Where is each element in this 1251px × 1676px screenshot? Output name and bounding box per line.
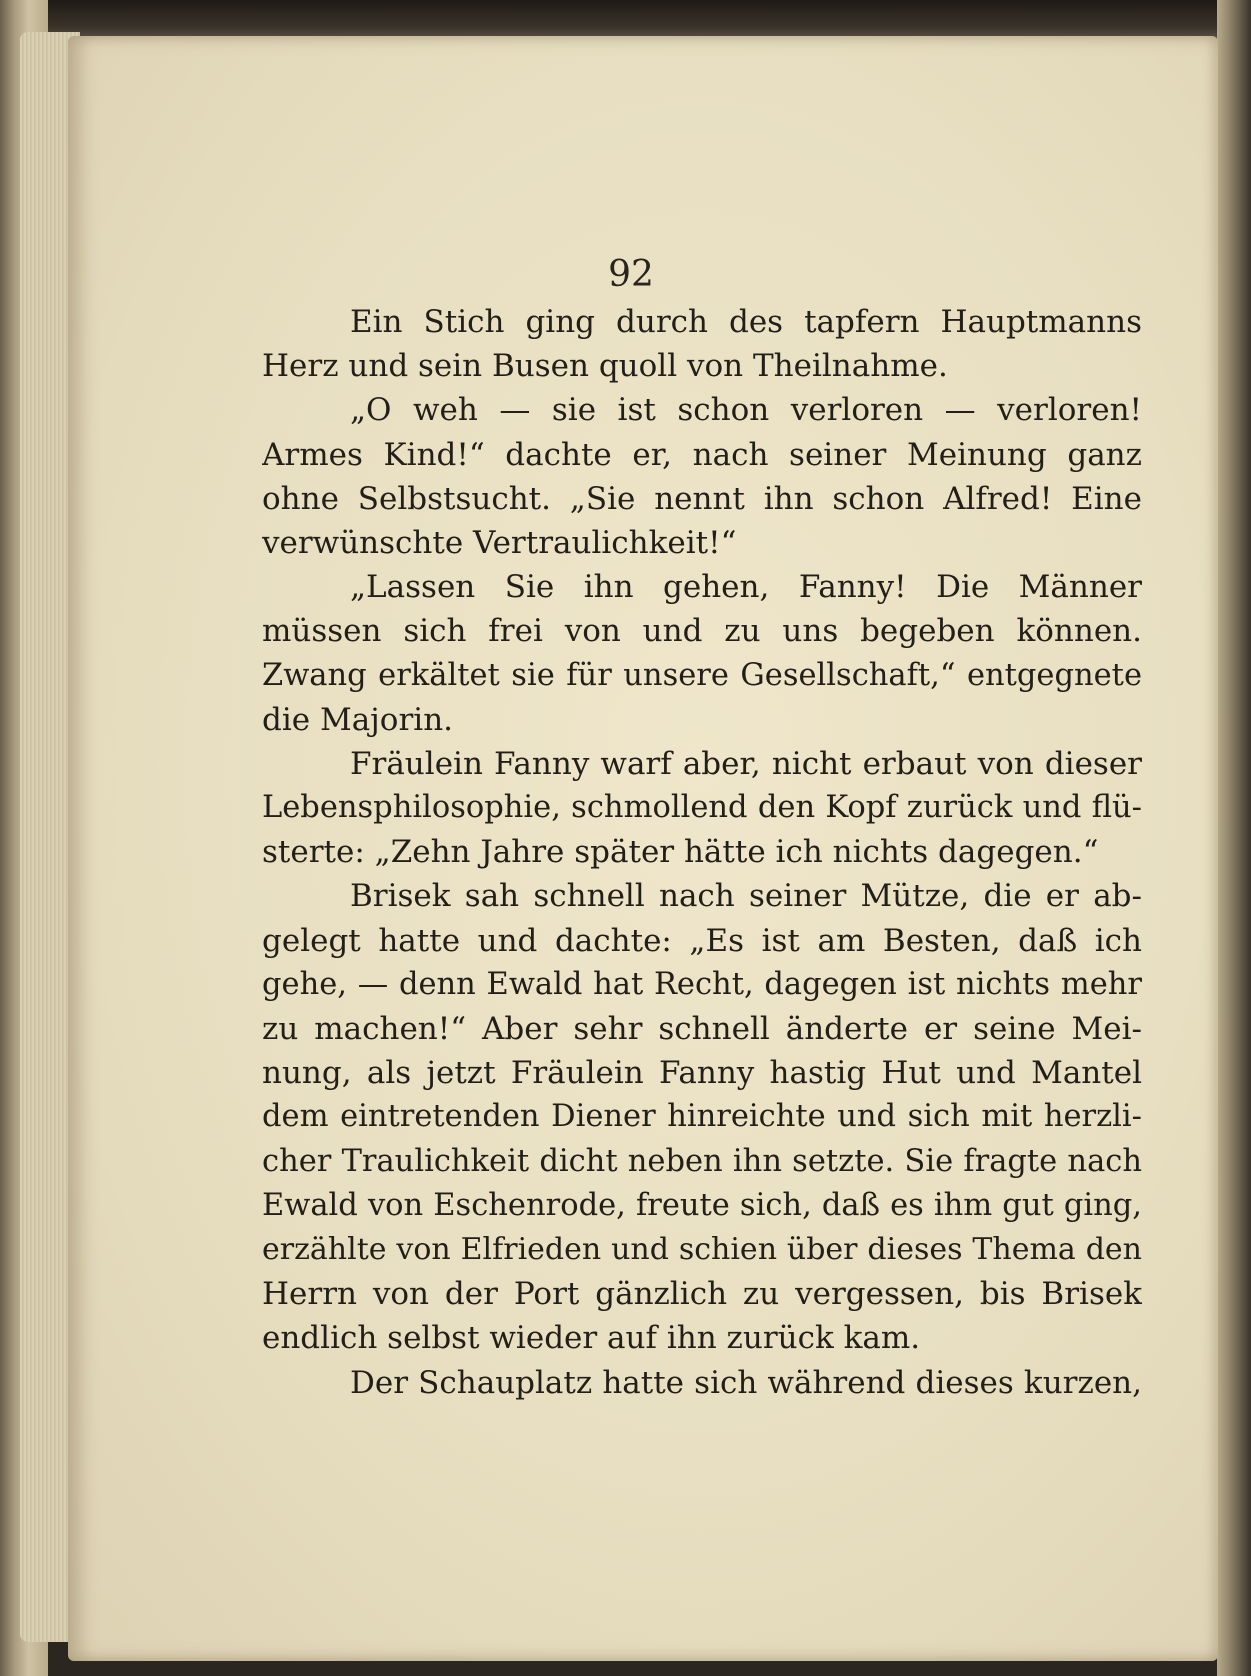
text-line: Fräulein Fanny warf aber, nicht erbaut von dieser [350, 745, 1142, 782]
text-line: gehe, — denn Ewald hat Recht, dagegen ist nichts mehr [262, 966, 1142, 1002]
text-line: zu machen!“ Aber sehr schnell änderte er seine Mei- [262, 1011, 1142, 1047]
text-line: Zwang erkältet sie für unsere Gesellschaft,“ entgegnete [262, 657, 1142, 693]
text-line: Lebensphilosophie, schmollend den Kopf zurück und flü- [262, 790, 1142, 826]
text-line: Herz und sein Busen quoll von Theilnahme. [262, 348, 948, 385]
text-line: Der Schauplatz hatte sich während dieses kurzen, [350, 1364, 1142, 1401]
text-line: sterte: „Zehn Jahre später hätte ich nichts dagegen.“ [262, 834, 1099, 871]
text-line: Ein Stich ging durch des tapfern Hauptmanns [350, 304, 1142, 340]
text-line: nung, als jetzt Fräulein Fanny hastig Hut und Mantel [262, 1055, 1142, 1092]
text-line: ohne Selbstsucht. „Sie nennt ihn schon Alfred! Eine [262, 480, 1142, 517]
body-text [262, 300, 1142, 1405]
text-line: endlich selbst wieder auf ihn zurück kam. [262, 1320, 921, 1357]
text-line: die Majorin. [262, 701, 454, 738]
text-line: Armes Kind!“ dachte er, nach seiner Meinung ganz [262, 436, 1142, 473]
text-line: dem eintretenden Diener hinreichte und sich mit herzli- [262, 1099, 1142, 1135]
text-line: verwünschte Vertraulichkeit!“ [262, 524, 737, 561]
book-right-edge [1217, 0, 1251, 1676]
text-line: erzählte von Elfrieden und schien über dieses Thema den [262, 1231, 1142, 1267]
text-line: Ewald von Eschenrode, freute sich, daß es ihm gut ging, [262, 1187, 1142, 1223]
text-line: „Lassen Sie ihn gehen, Fanny! Die Männer [350, 569, 1142, 606]
text-line: cher Traulichkeit dicht neben ihn setzte. Sie fragte nach [262, 1143, 1142, 1179]
page-number: 92 [608, 254, 654, 295]
text-line: Brisek sah schnell nach seiner Mütze, die er ab- [350, 878, 1142, 915]
text-line: gelegt hatte und dachte: „Es ist am Besten, daß ich [262, 922, 1142, 959]
text-line: Herrn von der Port gänzlich zu vergessen, bis Brisek [262, 1276, 1142, 1313]
book-top-edge [0, 0, 1251, 40]
text-line: „O weh — sie ist schon verloren — verloren! [350, 392, 1142, 429]
text-line: müssen sich frei von und zu uns begeben können. [262, 613, 1142, 650]
